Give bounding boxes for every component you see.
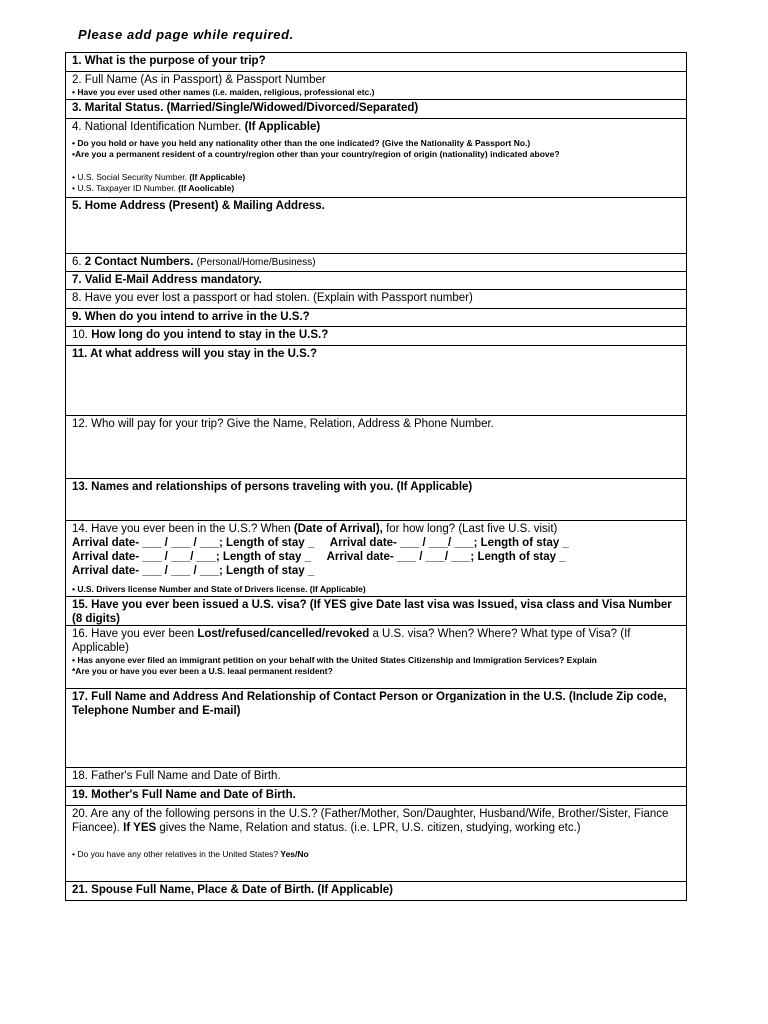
q16-lost-refused: Lost/refused/cancelled/revoked: [197, 628, 370, 640]
q10-field[interactable]: [66, 326, 686, 345]
q20-sub-relatives: • Do you have any other relatives in the United States?: [72, 849, 279, 859]
q9-label: 9. When do you intend to arrive in the U.S.?: [72, 311, 310, 323]
q6-number: 6.: [72, 256, 82, 268]
q14-arrival-line-1[interactable]: Arrival date- ___ / ___ / ___; Length of stay _ Arrival date- ___ / ___/ ___; Length of stay _: [72, 537, 569, 549]
q4-sub-nationality: • Do you hold or have you held any nationality other than the one indicated? (Give the Nationality & Passport No.): [72, 138, 531, 148]
q4-sub-resident: •Are you a permanent resident of a country/region other than your country/region of origin (nationality) indicated above?: [72, 149, 560, 159]
q2-sublabel: • Have you ever used other names (i.e. maiden, religious, professional etc.): [72, 87, 375, 97]
q13-label: 13. Names and relationships of persons traveling with you. (If Applicable): [72, 481, 473, 493]
q12-field[interactable]: [66, 415, 686, 478]
q21-label: 21. Spouse Full Name, Place & Date of Birth. (If Applicable): [72, 884, 394, 896]
q18-field[interactable]: [66, 767, 686, 786]
q14-drivers-license: • U.S. Drivers license Number and State of Drivers license. (If Applicable): [72, 584, 366, 594]
q4-ssn-label: • U.S. Social Security Number.: [72, 172, 187, 182]
page-note: Please add page while required.: [78, 27, 294, 42]
q14-how-long: for how long? (Last five U.S. visit): [386, 523, 558, 535]
q8-field[interactable]: [66, 289, 686, 308]
q5-field[interactable]: [66, 197, 686, 253]
q14-date-of-arrival: (Date of Arrival),: [293, 523, 383, 535]
q2-label: 2. Full Name (As in Passport) & Passport Number: [72, 74, 326, 86]
application-form: [65, 52, 687, 901]
q4-taxid-note: (If Aoolicable): [178, 183, 235, 193]
q21-field[interactable]: [66, 881, 686, 900]
q20-field[interactable]: [66, 805, 686, 881]
q1-field[interactable]: [66, 53, 686, 71]
q12-label: 12. Who will pay for your trip? Give the Name, Relation, Address & Phone Number.: [72, 418, 494, 430]
q10-label: How long do you intend to stay in the U.S.?: [91, 329, 329, 341]
q14-label: 14. Have you ever been in the U.S.? When: [72, 523, 291, 535]
q16-field[interactable]: [66, 625, 686, 688]
q14-arrival-line-3[interactable]: Arrival date- ___ / ___ / ___; Length of stay _: [72, 565, 315, 577]
q7-field[interactable]: [66, 271, 686, 289]
q16-sub-resident: *Are you or have you ever been a U.S. leaal permanent resident?: [72, 666, 333, 676]
q4-ssn-note: (If Applicable): [189, 172, 246, 182]
q5-label: 5. Home Address (Present) & Mailing Address.: [72, 200, 325, 212]
q4-field[interactable]: [66, 118, 686, 197]
q13-field[interactable]: [66, 478, 686, 520]
q10-number: 10.: [72, 329, 88, 341]
q11-field[interactable]: [66, 345, 686, 415]
q17-label: 17. Full Name and Address And Relationship of Contact Person or Organization in the U.S. (Include Zip code, Telephone Number and E-mail): [72, 691, 667, 717]
q16-question: a U.S. visa? When? Where? What type of Visa? (If Applicable): [72, 628, 631, 654]
q14-field[interactable]: [66, 520, 686, 596]
q19-label: 19. Mother's Full Name and Date of Birth.: [72, 789, 296, 801]
q3-field[interactable]: [66, 99, 686, 118]
q16-sub-petition: • Has anyone ever filed an immigrant petition on your behalf with the United States Citizenship and Immigration Services? Explain: [72, 655, 597, 665]
q20-if-yes: If YES: [123, 822, 157, 834]
q20-yes-no: Yes/No: [280, 849, 309, 859]
q6-field[interactable]: [66, 253, 686, 271]
q4-taxid-label: • U.S. Taxpayer ID Number.: [72, 183, 176, 193]
q11-label: 11. At what address will you stay in the U.S.?: [72, 348, 317, 360]
q3-label: 3. Marital Status. (Married/Single/Widowed/Divorced/Separated): [72, 102, 419, 114]
q8-label: 8. Have you ever lost a passport or had stolen. (Explain with Passport number): [72, 292, 473, 304]
q17-field[interactable]: [66, 688, 686, 767]
q20-label: 20. Are any of the following persons in the U.S.? (Father/Mother, Son/Daughter, Husband/Wife, Brother/Sister, Fiance Fiancee).: [72, 808, 669, 834]
q7-label: 7. Valid E-Mail Address mandatory.: [72, 274, 262, 286]
q14-arrival-line-2[interactable]: Arrival date- ___ / ___/ ___; Length of stay _ Arrival date- ___ / ___/ ___; Length of stay _: [72, 551, 566, 563]
q18-label: 18. Father's Full Name and Date of Birth.: [72, 770, 281, 782]
q1-label: 1. What is the purpose of your trip?: [72, 55, 266, 67]
q9-field[interactable]: [66, 308, 686, 326]
q19-field[interactable]: [66, 786, 686, 805]
q20-instructions: gives the Name, Relation and status. (i.e. LPR, U.S. citizen, studying, working etc.): [159, 822, 581, 834]
q6-note: (Personal/Home/Business): [196, 257, 316, 268]
q4-label: 4. National Identification Number.: [72, 121, 242, 133]
q4-if-applicable: (If Applicable): [244, 121, 321, 133]
q15-field[interactable]: [66, 596, 686, 625]
q6-label: 2 Contact Numbers.: [84, 256, 194, 268]
q16-label: 16. Have you ever been: [72, 628, 195, 640]
q2-field[interactable]: [66, 71, 686, 99]
q15-label: 15. Have you ever been issued a U.S. visa? (If YES give Date last visa was Issued, visa class and Visa Number (8 digits): [72, 599, 672, 625]
